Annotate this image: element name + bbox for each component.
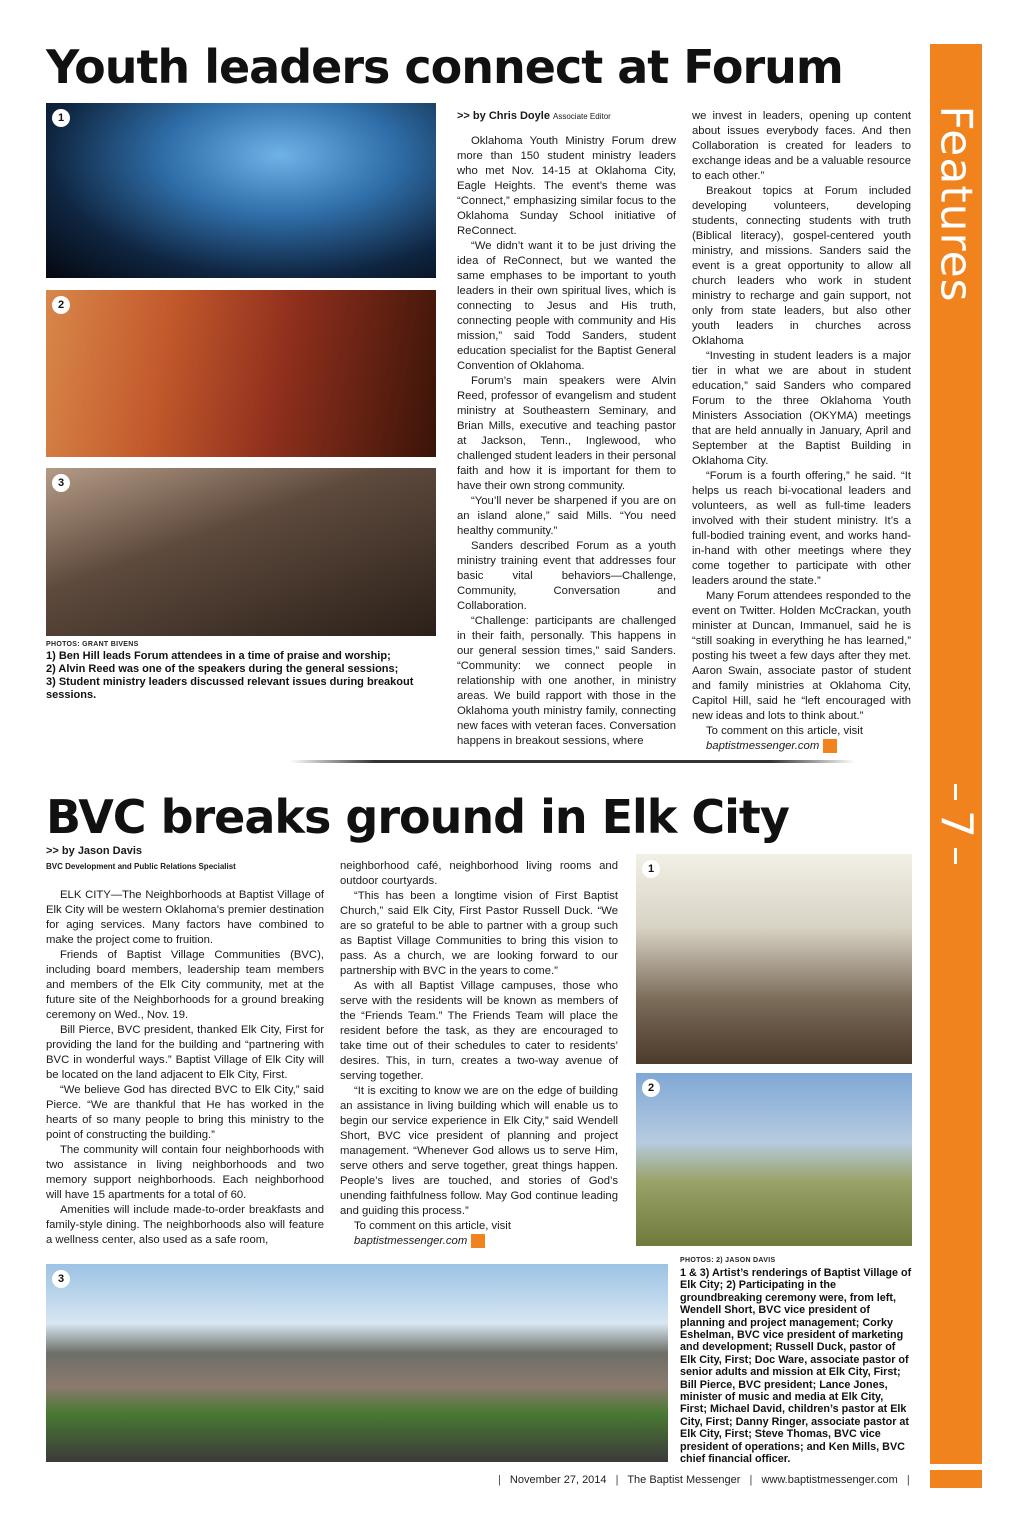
author-role: Associate Editor — [553, 112, 611, 121]
messenger-m-icon: m — [471, 1234, 485, 1248]
article2-headline: BVC breaks ground in Elk City — [46, 790, 789, 844]
paragraph: “Investing in student leaders is a major tier in what we are about in student education,” said Sanders who compared Forum to the three Oklahoma Youth Ministers Association (OKYMA) meetings that are held annually in January, April and September at the Baptist Building in Oklahoma City. — [692, 350, 911, 467]
paragraph: Oklahoma Youth Ministry Forum drew more than 150 student ministry leaders who met Nov. 14-15 at Oklahoma City, Eagle Heights. The event’s theme was “Connect,” emphasizing similar focus to the Oklahoma Sunday School initiative of ReConnect. — [457, 135, 676, 237]
footer-website-link[interactable]: www.baptistmessenger.com — [761, 1474, 898, 1486]
page-number: 7 — [930, 810, 982, 838]
page-footer: | November 27, 2014 | The Baptist Messenger | www.baptistmessenger.com | — [498, 1474, 910, 1486]
page-number-rule-top — [954, 784, 957, 800]
paragraph: Breakout topics at Forum included developing volunteers, developing students, connecting students with truth (Biblical literacy), gospel-centered youth ministry, and missions. Sanders said the event is a great opportunity to allow all church leaders who work in student ministry to recharge and gain support, not only from state leaders, but also other youth leaders in churches across Oklahoma — [692, 185, 911, 347]
publication-name: The Baptist Messenger — [627, 1474, 741, 1486]
paragraph: ELK CITY—The Neighborhoods at Baptist Village of Elk City will be western Oklahoma’s premier destination for aging services. Many factors have combined to make the project come to fruition. — [46, 889, 324, 946]
article1-photo-3 — [46, 468, 436, 636]
paragraph: we invest in leaders, opening up content about issues everybody faces. And then Collaboration is created for leaders to exchange ideas and be a valuable resource to each other.” — [692, 110, 911, 182]
article1-photo-credit: PHOTOS: GRANT BIVENS — [46, 641, 139, 648]
author-name: Jason Davis — [77, 845, 143, 857]
paragraph: Sanders described Forum as a youth ministry training event that addresses four basic vital behaviors—Challenge, Community, Conversation and Collaboration. — [457, 540, 676, 612]
photo-number: 1 — [52, 109, 70, 127]
comment-prompt: To comment on this article, visit — [706, 725, 863, 737]
caption-line: 1) Ben Hill leads Forum attendees in a time of praise and worship; — [46, 650, 391, 662]
article2-photo-1 — [636, 854, 912, 1064]
photo-number: 2 — [642, 1079, 660, 1097]
paragraph: Many Forum attendees responded to the event on Twitter. Holden McCrackan, youth minister at Duncan, Immanuel, said he is “still soaking in everything he has learned,” posting his tweet a few days after they met. Aaron Swain, associate pastor of student and family ministries at Oklahoma City, Capitol Hill, said he “left encouraged with new ideas and lots to think about.” — [692, 590, 911, 722]
messenger-m-icon: m — [823, 739, 837, 753]
website-link[interactable]: baptistmessenger.com — [354, 1235, 468, 1247]
paragraph: As with all Baptist Village campuses, those who serve with the residents will be known as members of the “Friends Team.” The Friends Team will place the resident before the task, as they are encouraged to take time out of their schedules to cater to residents’ desires. This, in turn, creates a two-way avenue of serving together. — [340, 980, 618, 1082]
article2-byline: >> by Jason Davis BVC Development and Public Relations Specialist — [46, 844, 324, 874]
byline-spacer — [46, 874, 324, 888]
article1-photo-2 — [46, 290, 436, 457]
paragraph: “We believe God has directed BVC to Elk City,” said Pierce. “We are thankful that He has worked in the hearts of so many people to bring this ministry to the point of constructing the building.” — [46, 1084, 324, 1141]
sidebar-footer-block — [930, 1470, 982, 1488]
website-link[interactable]: baptistmessenger.com — [706, 740, 820, 752]
article2-photo-credit: PHOTOS: 2) JASON DAVIS — [680, 1257, 776, 1264]
page-number-marker — [930, 784, 982, 864]
article2-photo-2 — [636, 1073, 912, 1246]
section-sidebar — [930, 44, 982, 1464]
issue-date: November 27, 2014 — [509, 1474, 607, 1486]
paragraph: neighborhood café, neighborhood living rooms and outdoor courtyards. — [340, 860, 618, 887]
paragraph: Bill Pierce, BVC president, thanked Elk City, First for providing the land for the building and “partnering with BVC in wonderful ways.” Baptist Village of Elk City will be located on the land adjacent to Elk City, First. — [46, 1024, 324, 1081]
photo-number: 3 — [52, 474, 70, 492]
article-divider — [290, 760, 855, 763]
photo-number: 2 — [52, 296, 70, 314]
article1-photo-1 — [46, 103, 436, 278]
paragraph: “We didn’t want it to be just driving the idea of ReConnect, but we wanted the same emphases to be important to youth leaders in their own spiritual lives, which is connecting to Jesus and His truth, connecting people with community and His mission,” said Todd Sanders, student education specialist for the Baptist General Convention of Oklahoma. — [457, 240, 676, 372]
caption-line: 3) Student ministry leaders discussed relevant issues during breakout sessions. — [46, 676, 414, 701]
article1-headline: Youth leaders connect at Forum — [46, 40, 843, 94]
article2-column-2 — [340, 859, 618, 1249]
paragraph: The community will contain four neighborhoods with two assistance in living neighborhoods and two memory support neighborhoods. Each neighborhood will have 15 apartments for a total of 60. — [46, 1144, 324, 1201]
article1-caption — [46, 650, 436, 702]
section-label: Features — [930, 105, 982, 303]
comment-link-line — [340, 1234, 618, 1249]
paragraph: “Challenge: participants are challenged in their faith, personally. This happens in our general session times,” said Sanders. “Community: we connect people in relationship with one another, in ministry areas. We build rapport with those in the Oklahoma youth ministry family, connecting new faces with veteran faces. Conversation happens in breakout sessions, where — [457, 615, 676, 747]
paragraph: “You’ll never be sharpened if you are on an island alone,” said Mills. “You need healthy community.” — [457, 495, 676, 537]
paragraph: “This has been a longtime vision of First Baptist Church,” said Elk City, First Pastor Russell Duck. “We are so grateful to be able to partner with a group such as Baptist Village Communities to bring this vision to pass. As a church, we are looking forward to our partnership with BVC in the years to come.” — [340, 890, 618, 977]
paragraph: “It is exciting to know we are on the edge of building an assistance in living building which will enable us to begin our service experience in Elk City,” said Wendell Short, BVC vice president of planning and project management. “Whenever God allows us to serve Him, serve others and serve together, great things happen. People’s lives are touched, and stories of God’s unending faithfulness follow. May God continue leading and guiding this process.” — [340, 1085, 618, 1217]
article2-photo-3 — [46, 1264, 668, 1462]
photo-number: 3 — [52, 1270, 70, 1288]
article2-column-1 — [46, 844, 324, 1248]
comment-prompt: To comment on this article, visit — [354, 1220, 511, 1232]
paragraph: Amenities will include made-to-order breakfasts and family-style dining. The neighborhoods also will feature a wellness center, also used as a safe room, — [46, 1204, 324, 1246]
comment-link-line — [692, 739, 911, 754]
page-number-rule-bottom — [954, 848, 957, 864]
caption-line: 2) Alvin Reed was one of the speakers during the general sessions; — [46, 663, 399, 675]
article1-column-1 — [457, 109, 676, 749]
author-name: Chris Doyle — [488, 110, 550, 122]
article2-caption: 1 & 3) Artist’s renderings of Baptist Village of Elk City; 2) Participating in the groundbreaking ceremony were, from left, Wendell Short, BVC vice president of planning and project management; Corky Eshelman, BVC vice president of marketing and development; Russell Duck, pastor of Elk City, First; Doc Ware, associate pastor of senior adults and mission at Elk City, First; Bill Pierce, BVC president; Lance Jones, minister of music and media at Elk City, First; Michael David, children’s pastor at Elk City, First; Danny Ringer, associate pastor at Elk City, First; Steve Thomas, BVC vice president of operations; and Ken Mills, BVC chief financial officer. — [680, 1267, 912, 1466]
paragraph: Forum’s main speakers were Alvin Reed, professor of evangelism and student ministry at Southeastern Seminary, and Brian Mills, executive and teaching pastor at Jackson, Tenn., Inglewood, who challenged student leaders in their personal faith and how it is important for them to have their own strong community. — [457, 375, 676, 492]
paragraph: “Forum is a fourth offering,” he said. “It helps us reach bi-vocational leaders and volunteers, as well as full-time leaders involved with their student ministry. It’s a full-bodied training event, and works hand-in-hand with other meetings where they come together to participate with other leaders around the state.” — [692, 470, 911, 587]
article1-byline: >> by Chris Doyle Associate Editor — [457, 110, 611, 122]
article1-column-2 — [692, 109, 911, 754]
paragraph: Friends of Baptist Village Communities (BVC), including board members, leadership team members and members of the Elk City community, met at the future site of the Neighborhoods for a ground breaking ceremony on Wed., Nov. 19. — [46, 949, 324, 1021]
photo-number: 1 — [642, 860, 660, 878]
author-role: BVC Development and Public Relations Specialist — [46, 862, 236, 871]
